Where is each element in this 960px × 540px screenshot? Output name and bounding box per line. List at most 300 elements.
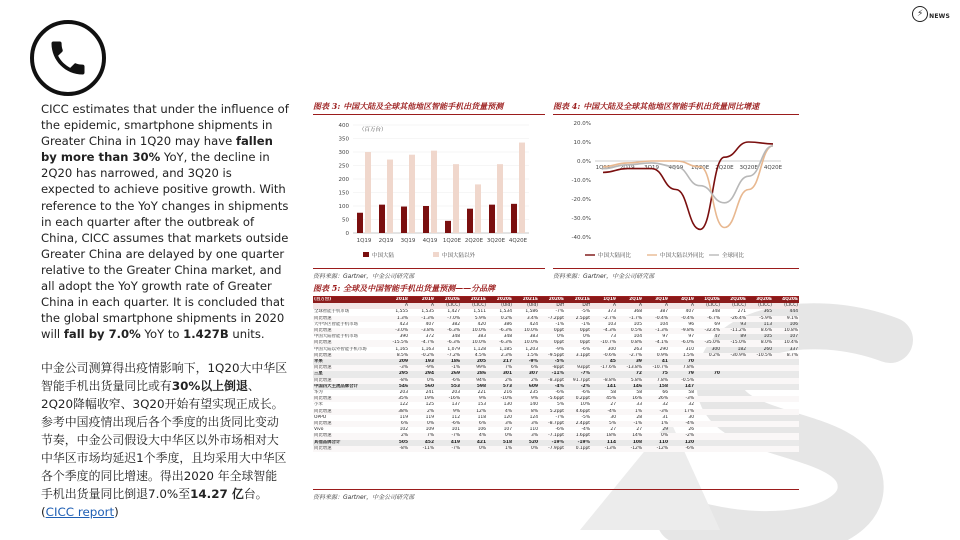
chart3-bar-mainland: [445, 221, 451, 233]
table-cell: 0%: [409, 378, 435, 384]
table-cell: 5.8%: [617, 378, 643, 384]
table-cell: 3Q20E: [747, 297, 773, 303]
table-cell: 505: [383, 440, 409, 446]
table-cell: 29: [662, 427, 668, 433]
table-cell: -26.4%: [721, 316, 747, 322]
table-cell: 107: [503, 427, 512, 433]
table-cell: 27: [610, 427, 616, 433]
table-cell: -1.3%: [643, 328, 669, 334]
chart3-ytick-label: 350: [338, 136, 349, 143]
table-row-label: 同比增速: [313, 316, 383, 322]
chart3-ytick-label: 100: [338, 204, 349, 210]
table-cell: -1.3%: [409, 316, 435, 322]
table-cell: -32.4%: [695, 328, 721, 334]
table-cell: -17.6%: [591, 365, 617, 371]
table-row-label: 中国大陆智能手机市场: [314, 334, 358, 340]
table-cell: -7%: [555, 309, 564, 315]
table-cell: 26%: [643, 396, 669, 402]
chart3-bar-outside: [431, 151, 437, 233]
table-cell: 310: [685, 346, 694, 352]
table-cell: -12%: [617, 446, 643, 452]
table-cell: 452: [409, 440, 435, 446]
table-cell: 382: [451, 321, 460, 327]
table-cell: 30: [688, 414, 694, 420]
table-cell: -4%: [539, 384, 565, 390]
table-cell: 235: [529, 390, 538, 396]
table-cell: 0.8%: [617, 340, 643, 346]
table-row: [313, 446, 799, 452]
chart4-ytick-label: 20.0%: [573, 121, 591, 127]
table-cell: 45: [591, 359, 617, 365]
table-cell: 5.9%: [461, 316, 487, 322]
table-cell: 294: [409, 371, 435, 377]
table-cell: 19%: [409, 396, 435, 402]
table-cell: 2021E: [513, 297, 539, 303]
table-cell: 105: [763, 334, 772, 340]
table-cell: 598: [461, 384, 487, 390]
table-cell: 14%: [617, 433, 643, 439]
table-cell: -4.1%: [643, 340, 669, 346]
chart4-xtick-label: 1Q20E: [690, 165, 710, 171]
table-cell: 5%: [557, 402, 564, 408]
table-cell: 2021E: [565, 297, 591, 303]
table-cell: -4.3%: [591, 328, 617, 334]
table-cell: 27: [636, 427, 642, 433]
table-cell: -6.7%: [695, 316, 721, 322]
chart4-ytick-label: -20.0%: [571, 197, 591, 203]
chart3-legend-swatch: [363, 252, 369, 257]
table-cell: -7.2ppt: [539, 316, 565, 322]
table-cell: -6.3%: [435, 340, 461, 346]
table-cell: -7%: [565, 371, 591, 377]
table-cell: 0%: [461, 446, 487, 452]
table-cell: 10.0%: [513, 340, 539, 346]
table-cell: -3.8%: [409, 328, 435, 334]
table-cell: -6.3%: [487, 340, 513, 346]
table-cell: -19%: [539, 440, 565, 446]
table-cell: 609: [513, 384, 539, 390]
chart4-title: 图表 4: 中国大陆及全球其他地区智能手机出货量同比增速: [553, 101, 799, 115]
table-cell: -3.0%: [383, 328, 409, 334]
chart3-xtick-label: 4Q20E: [508, 238, 528, 244]
news-logo: [912, 6, 950, 22]
table-cell: 45%: [591, 396, 617, 402]
chart3-title: 图表 3: 中国大陆及全球其他地区智能手机出货量预测: [313, 101, 545, 115]
table-cell: 147: [669, 384, 695, 390]
table-cell: 58: [636, 390, 642, 396]
table-cell: 424: [529, 321, 538, 327]
table-row-label: 中国四大主流品牌合计: [313, 384, 383, 390]
table-cell: 124: [529, 414, 538, 420]
table-cell: 2018: [383, 297, 409, 303]
chart3-bar-outside: [497, 164, 503, 233]
table-cell: 10.4%: [773, 340, 799, 346]
table-cell: [721, 446, 747, 452]
table-cell: 209: [383, 359, 409, 365]
table-row-label: 同比增速: [313, 421, 383, 427]
table-cell: -10.7%: [591, 340, 617, 346]
table-row-label: 同比增速: [313, 378, 383, 384]
table-cell: 9%: [435, 409, 461, 415]
table-cell: 1%: [487, 446, 513, 452]
table-row-label: 同比增速: [313, 365, 383, 371]
table-cell: 38%: [383, 409, 409, 415]
table-cell: 3.1ppt: [565, 353, 591, 359]
brand-table: [313, 297, 799, 452]
chart3-bar-mainland: [489, 205, 495, 233]
table5-title: 图表 5: 全球及中国智能手机出货量预测——分品牌: [313, 283, 799, 297]
table-cell: 119: [399, 414, 408, 420]
table-cell: -9%: [513, 359, 539, 365]
table-cell: 4Q19: [669, 297, 695, 303]
table-cell: 0ppt: [539, 328, 565, 334]
table-cell: 1,427: [447, 309, 460, 315]
table-cell: -8.8%: [591, 378, 617, 384]
table-cell: -3%: [669, 396, 695, 402]
chart3-legend-swatch: [433, 252, 439, 257]
chart3-legend-label: 中国大陆: [372, 253, 395, 259]
table-cell: 1,586: [525, 309, 538, 315]
table-cell: 104: [633, 334, 642, 340]
table-cell: -6%: [555, 427, 564, 433]
table-cell: -4%: [669, 421, 695, 427]
table-cell: 0.1ppt: [565, 446, 591, 452]
table-cell: 1,511: [473, 309, 486, 315]
table-cell: 573: [487, 384, 513, 390]
table-cell: 365: [763, 309, 772, 315]
table-cell: 72: [617, 371, 643, 377]
table-cell: -6%: [435, 378, 461, 384]
table-cell: 31: [662, 414, 668, 420]
table-cell: -13%: [591, 446, 617, 452]
table-cell: 407: [425, 321, 434, 327]
table-cell: 1,185: [499, 346, 512, 352]
chart4-ytick-label: -40.0%: [571, 235, 591, 241]
chart4-ytick-label: -30.0%: [571, 216, 591, 222]
table-cell: -7%: [435, 446, 461, 452]
chart4-line-chart: [553, 117, 799, 265]
table-cell: 1,534: [499, 309, 512, 315]
table-cell: -7.2%: [435, 353, 461, 359]
table-cell: -15.5%: [383, 340, 409, 346]
table-cell: 419: [435, 440, 461, 446]
chart3-bar-outside: [475, 184, 481, 233]
table-cell: -1%: [581, 321, 590, 327]
table-cell: 122: [399, 402, 408, 408]
table-cell: 141: [591, 384, 617, 390]
table-cell: 99%: [461, 365, 487, 371]
table-cell: 4%: [487, 409, 513, 415]
table-cell: 5.2ppt: [539, 409, 565, 415]
table-row-label: 中国大陆以外智能手机市场: [314, 346, 367, 352]
table-cell: 104: [659, 321, 668, 327]
table-cell: 6%: [383, 421, 409, 427]
table-cell: -7.1ppt: [539, 433, 565, 439]
table-cell: 0%: [409, 421, 435, 427]
chart3-ytick-label: 200: [338, 177, 349, 183]
table-cell: 348: [711, 309, 720, 315]
table-cell: 2020E: [435, 297, 461, 303]
table-cell: 1.3%: [383, 316, 409, 322]
table-cell: 41: [643, 359, 669, 365]
table-cell: -12%: [643, 446, 669, 452]
table-cell: (CICC): [747, 303, 773, 309]
body-text: [41, 101, 289, 540]
table-cell: 69: [714, 321, 720, 327]
table-cell: -2%: [669, 433, 695, 439]
cicc-report-link[interactable]: CICC report: [45, 504, 115, 519]
table-cell: 39: [617, 359, 643, 365]
chart3-xtick-label: 3Q19: [400, 238, 416, 244]
chart3-ytick-label: 50: [342, 217, 349, 224]
table-cell: -0.4%: [643, 316, 669, 322]
table-cell: -2.7%: [591, 316, 617, 322]
table-cell: 3%: [513, 421, 539, 427]
table-cell: 32: [662, 402, 668, 408]
table-row-label: 同比增速: [313, 446, 383, 452]
table-cell: 337: [789, 346, 798, 352]
table-cell: -10.5%: [747, 353, 773, 359]
chart3-ytick-label: 300: [338, 150, 349, 156]
table-row-label: 同比增速: [313, 396, 383, 402]
table-cell: 1,535: [421, 309, 434, 315]
table-cell: (CICC): [721, 303, 747, 309]
table-cell: -30.9%: [721, 353, 747, 359]
table-cell: -6.3%: [435, 328, 461, 334]
table-cell: -5%: [539, 359, 565, 365]
table-row-label: 同比增速: [313, 433, 383, 439]
chart4-xtick-label: 2Q19: [619, 165, 635, 171]
table-cell: 18%: [591, 433, 617, 439]
table-cell: 546: [383, 384, 409, 390]
table-cell: 286: [461, 371, 487, 377]
table-cell: 2%: [383, 433, 409, 439]
chart4-xtick-label: 2Q20E: [715, 165, 734, 171]
table-cell: 295: [383, 371, 409, 377]
chart4-legend-label: 中国大陆以外同比: [660, 253, 705, 259]
table-cell: 348: [451, 334, 460, 340]
table-cell: 444: [789, 309, 798, 315]
table5-source: 资料来源：Gartner，中金公司研究部: [313, 489, 799, 501]
chart3-ytick-label: 150: [338, 190, 349, 197]
table-cell: 10.0%: [461, 328, 487, 334]
table-cell: 1,163: [421, 346, 434, 352]
table-cell: 140: [529, 402, 538, 408]
chart4-xtick-label: 4Q20E: [763, 165, 783, 171]
table-cell: 94%: [461, 378, 487, 384]
table-cell: 1%: [617, 409, 643, 415]
table-cell: 120: [669, 440, 695, 446]
table-cell: 8.7%: [773, 353, 799, 359]
table-cell: 106: [789, 321, 798, 327]
table-cell: 301: [487, 371, 513, 377]
table-cell: 4.5%: [461, 353, 487, 359]
table-cell: 118: [477, 414, 486, 420]
table-cell: 75: [643, 371, 669, 377]
table-cell: 110: [643, 440, 669, 446]
logo-text: NEWS: [929, 12, 950, 20]
table-cell: -9%: [555, 346, 564, 352]
table-cell: 1,128: [473, 346, 486, 352]
table-cell: A: [643, 303, 669, 309]
table-cell: 119: [425, 414, 434, 420]
table-cell: -0.4%: [669, 316, 695, 322]
table-cell: 103: [607, 321, 616, 327]
table-cell: 373: [607, 309, 616, 315]
table-row-label: 大中华区智能手机市场: [314, 321, 358, 327]
table-cell: 58: [610, 390, 616, 396]
chart3-xtick-label: 4Q19: [422, 238, 438, 244]
table-cell: A: [617, 303, 643, 309]
table-cell: 2020E: [539, 297, 565, 303]
table-cell: 8%: [513, 409, 539, 415]
table-cell: 8.0%: [747, 340, 773, 346]
table-cell: Diff: [565, 303, 591, 309]
table-cell: 47: [714, 334, 720, 340]
table-cell: 520: [513, 440, 539, 446]
table-cell: 27: [610, 402, 616, 408]
table-cell: 9.1%: [773, 316, 799, 322]
table-cell: -9.5ppt: [539, 353, 565, 359]
table-cell: 120: [503, 414, 512, 420]
table-cell: 91.7ppt: [565, 378, 591, 384]
chart3-xtick-label: 2Q19: [378, 238, 394, 244]
table-cell: -2%: [565, 384, 591, 390]
table-cell: -16%: [435, 396, 461, 402]
table-cell: (Old): [513, 303, 539, 309]
chart3-xtick-label: 1Q19: [356, 238, 372, 244]
table-cell: 26: [688, 427, 694, 433]
chart3-xtick-label: 3Q20E: [486, 238, 506, 244]
table-cell: 372: [425, 334, 434, 340]
table-cell: -7.9ppt: [539, 446, 565, 452]
phone-handset-icon: [46, 36, 90, 80]
table-cell: 105: [633, 321, 642, 327]
table-cell: -5.9%: [747, 316, 773, 322]
table-cell: 0.5%: [617, 328, 643, 334]
table-cell: 348: [503, 334, 512, 340]
table-cell: 221: [477, 390, 486, 396]
table-cell: -6%: [555, 390, 564, 396]
table-cell: 79: [669, 371, 695, 377]
table-cell: 300: [607, 346, 616, 352]
table-cell: -13.8%: [617, 365, 643, 371]
table-cell: 383: [529, 334, 538, 340]
table-cell: 2021E: [461, 297, 487, 303]
table-cell: 0%: [643, 433, 669, 439]
table-cell: 10.0%: [461, 340, 487, 346]
table-cell: 28: [636, 414, 642, 420]
table-cell: 109: [425, 427, 434, 433]
table-cell: -7%: [555, 414, 564, 420]
table-cell: -10%: [487, 396, 513, 402]
table-cell: [747, 446, 773, 452]
table-cell: -6%: [669, 446, 695, 452]
table-cell: 560: [409, 384, 435, 390]
table-cell: 4Q20E: [773, 297, 799, 303]
table-cell: 73: [610, 334, 616, 340]
table-row-label: 小米: [314, 402, 323, 408]
table-cell: 1Q19: [591, 297, 617, 303]
table-cell: 97: [688, 334, 694, 340]
table-cell: 110: [529, 427, 538, 433]
table-cell: 12%: [461, 409, 487, 415]
table-cell: (CICC): [773, 303, 799, 309]
table-cell: 114: [591, 440, 617, 446]
chart4-legend-label: 全球同比: [722, 253, 745, 259]
table-cell: -4.7%: [409, 340, 435, 346]
table-cell: A: [383, 303, 409, 309]
table-cell: 8.5%: [383, 353, 409, 359]
table-cell: -8%: [383, 378, 409, 384]
table-cell: 300: [711, 346, 720, 352]
table-cell: 3.4%: [513, 316, 539, 322]
table-cell: 217: [487, 359, 513, 365]
table-cell: 203: [399, 390, 408, 396]
table-cell: -5.6ppt: [539, 396, 565, 402]
table-cell: 93ppt: [565, 365, 591, 371]
table-cell: 1,079: [447, 346, 460, 352]
table-cell: 0.2%: [695, 353, 721, 359]
table-cell: 553: [435, 384, 461, 390]
table-cell: -19%: [565, 440, 591, 446]
table-cell: 407: [685, 309, 694, 315]
table-cell: 3%: [487, 421, 513, 427]
table-cell: -4%: [581, 427, 590, 433]
table-cell: 10.8%: [773, 328, 799, 334]
chart3-bar-mainland: [379, 205, 385, 233]
table-cell: 7%: [487, 365, 513, 371]
table-cell: (CICC): [461, 303, 487, 309]
chart3-ytick-label: 250: [338, 163, 349, 170]
table-cell: 4%: [461, 433, 487, 439]
table-cell: 5%: [591, 421, 617, 427]
table-cell: 368: [633, 309, 642, 315]
table-cell: -3%: [643, 409, 669, 415]
chart4-source: 资料来源：Gartner，中金公司研究部: [553, 268, 799, 280]
table-cell: -2.7%: [617, 353, 643, 359]
chart3-unit-label: （百万台）: [359, 127, 387, 133]
table-cell: 137: [451, 402, 460, 408]
table-cell: -7.0%: [435, 316, 461, 322]
table-cell: 3Q19: [643, 297, 669, 303]
table-cell: 0%: [557, 334, 564, 340]
table-cell: -8.3ppt: [539, 378, 565, 384]
chart4-series-line: [603, 146, 773, 203]
chart3-bar-mainland: [401, 207, 407, 233]
table-cell: 158: [643, 384, 669, 390]
table-cell: A: [669, 303, 695, 309]
table-cell: -9%: [409, 365, 435, 371]
table-cell: 6%: [513, 365, 539, 371]
table-cell: -6.3%: [487, 328, 513, 334]
table-cell: 7.8%: [669, 365, 695, 371]
chart3-bar-outside: [453, 164, 459, 233]
chart3-bar-mainland: [467, 209, 473, 233]
table-cell: 58: [688, 390, 694, 396]
table-cell: [695, 446, 721, 452]
table-cell: Diff: [539, 303, 565, 309]
table-cell: 0ppt: [565, 328, 591, 334]
table-cell: 108: [617, 440, 643, 446]
table-cell: 307: [513, 371, 539, 377]
table-cell: -6%: [581, 390, 590, 396]
table-cell: 1,165: [395, 346, 408, 352]
table-cell: 70: [669, 359, 695, 365]
table-cell: 32: [688, 402, 694, 408]
table-cell: 2%: [409, 409, 435, 415]
table-cell: 518: [487, 440, 513, 446]
